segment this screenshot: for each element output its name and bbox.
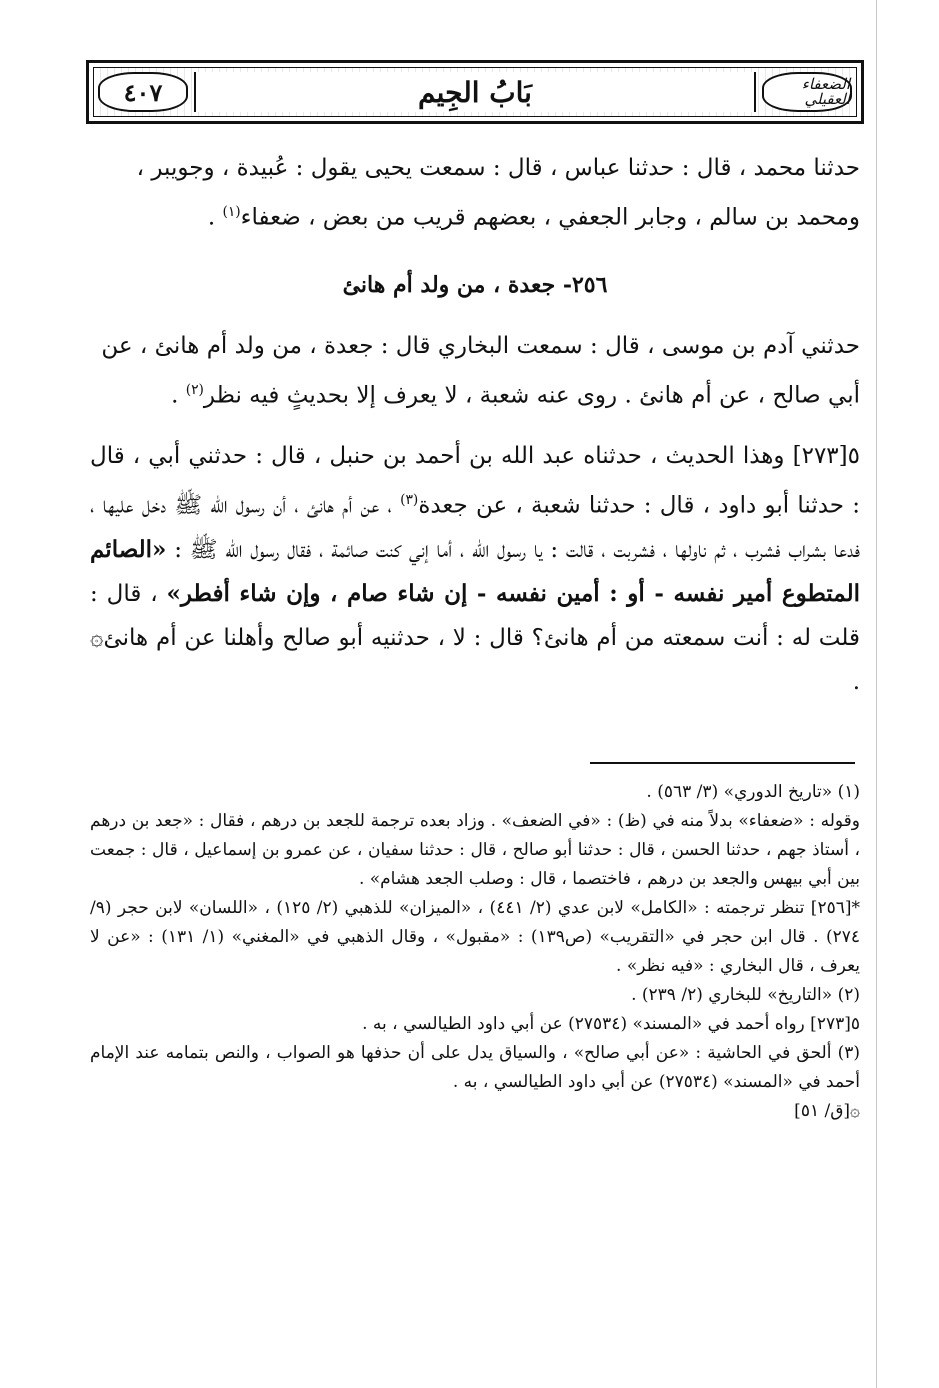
footnote: ٥[٢٧٣] رواه أحمد في «المسند» (٢٧٥٣٤) عن أبي داود الطيالسي ، به . (362, 1014, 860, 1034)
footnote-ref: (٢) (185, 382, 204, 398)
entry-heading: ٢٥٦- جعدة ، من ولد أم هانئ (342, 272, 608, 298)
footnote: (٢) «التاريخ» للبخاري (٢/ ٢٣٩) . (631, 985, 860, 1005)
footnotes (90, 778, 860, 1126)
footnote: وقوله : «ضعفاء» بدلاً منه في (ظ) : «في الضعف» . وزاد بعده ترجمة للجعد بن درهم ، فقال : «جعد بن درهم ، أستاذ جهم ، حدثنا الحسن ، قال : حدثنا أبو صالح ، قال : حدثنا سفيان ، عن عمرو بن إسماعيل ، قال : جمعت بين أبي بيهس والجعد بن درهم ، فاختصما ، قال : وصلب الجعد هشام» . (90, 811, 860, 889)
text-span: ، عن أم هانئ ، أن رسول الله ﷺ دخل عليها ، فدعا بشراب فشرب ، ثم ناولها ، فشربت ، قالت : يا رسول الله ، أما إني كنت صائمة ، فقال رسول الله ﷺ : (90, 492, 860, 563)
book-logo: الضعفاء العقيلي (801, 75, 850, 108)
page-number-cartouche (98, 72, 188, 112)
footnote: *[٢٥٦] تنظر ترجمته : «الكامل» لابن عدي (٢/ ٤٤١) ، «الميزان» للذهبي (٢/ ١٢٥) ، «اللسان» لابن حجر (٩/ ٢٧٤) . قال ابن حجر في «التقريب» (ص١٣٩) : «مقبول» ، وقال الذهبي في «المغني» (١/ ١٣١) : «عن لا يعرف ، قال البخاري : «فيه نظر» . (90, 898, 860, 976)
text-line: حدثني آدم بن موسى ، قال : سمعت البخاري قال : جعدة ، من ولد أم هانئ ، عن (101, 333, 860, 359)
page-header (86, 60, 864, 124)
text-span: أبي صالح ، عن أم هانئ . روى عنه شعبة ، لا يعرف إلا بحديثٍ فيه نظر (203, 382, 860, 409)
footnote-ref: (٣) (400, 492, 419, 508)
paragraph-block-2 (90, 324, 860, 418)
footnote: (١) «تاريخ الدوري» (٣/ ٥٦٣) . (646, 782, 860, 802)
text-span: ٥[٢٧٣] وهذا الحديث ، حدثناه عبد الله بن أحمد بن حنبل ، قال : حدثني أبي ، قال : حدثنا أبو داود ، قال : حدثنا شعبة ، عن جعدة (90, 443, 860, 519)
footnote-separator (590, 762, 855, 764)
text-span: . (171, 382, 186, 409)
text-line: حدثنا محمد ، قال : حدثنا عباس ، قال : سمعت يحيى يقول : عُبيدة ، وجويبر ، (136, 155, 860, 181)
chapter-title-panel (194, 72, 756, 112)
text-line (90, 368, 860, 418)
page-number: ٤٠٧ (123, 77, 163, 107)
paragraph-block-1 (90, 146, 860, 240)
hadith-paragraph (90, 434, 860, 704)
text-span: ومحمد بن سالم ، وجابر الجعفي ، بعضهم قريب من بعض ، ضعفاء (240, 204, 860, 231)
footnote: (٣) ألحق في الحاشية : «عن أبي صالح» ، والسياق يدل على أن حذفها هو الصواب ، والنص بتمامه عند الإمام أحمد في «المسند» (٢٧٥٣٤) عن أبي داود الطيالسي ، به . (90, 1043, 860, 1092)
text-span: . (207, 204, 223, 231)
text-line (90, 190, 860, 240)
footnote-ref: (١) (222, 204, 241, 220)
footnote: ۞[ق/ ٥١] (794, 1101, 860, 1121)
book-logo-cartouche (762, 72, 852, 112)
chapter-title: بَابُ الجِيم (418, 75, 532, 109)
hadith-quote: «الصائم المتطوع أمير نفسه - أو : أمين نفسه - إن شاء صام ، وإن شاء أفطر» (90, 535, 860, 607)
page-edge-line (876, 0, 877, 1388)
text-span: ، قال : قلت له : أنت سمعته من أم هانئ؟ قال : لا ، حدثنيه أبو صالح وأهلنا عن أم هانئ۞ . (90, 580, 860, 695)
